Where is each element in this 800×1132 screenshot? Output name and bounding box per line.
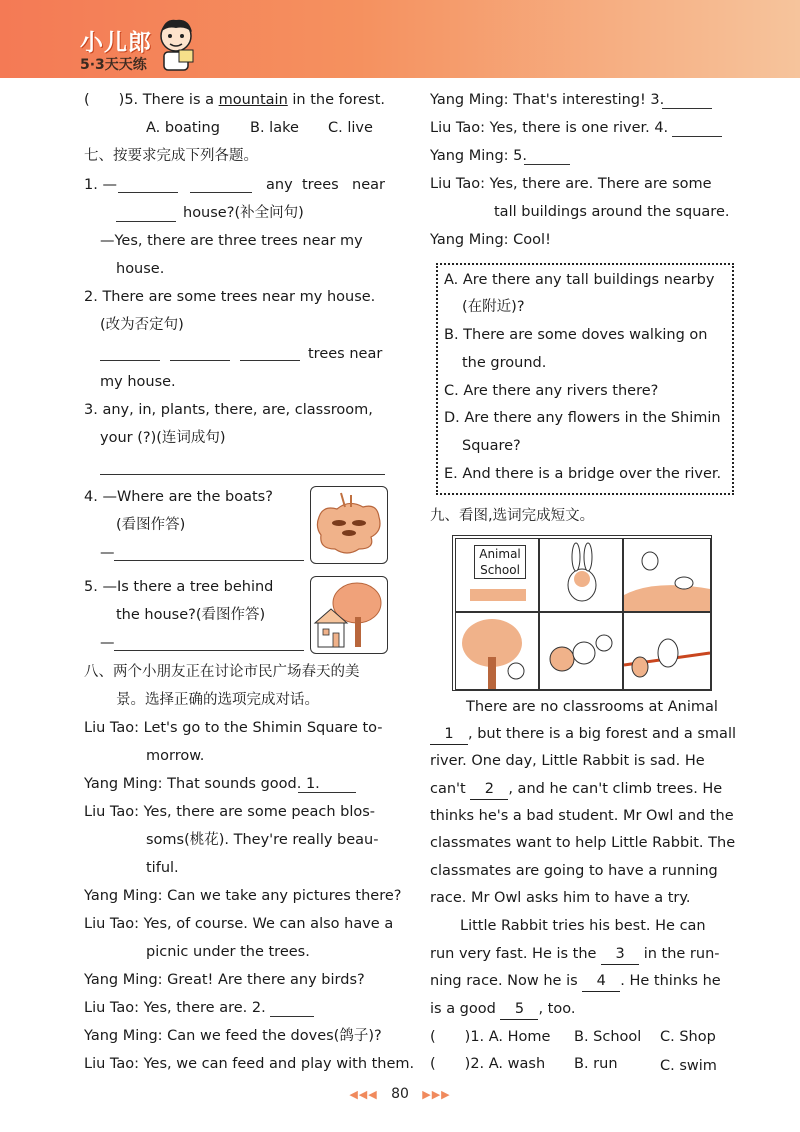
s7q1-answer-1: —Yes, there are three trees near my: [100, 233, 363, 249]
choice-2-c: C. swim: [660, 1058, 717, 1074]
dialog-10: Yang Ming: That's interesting! 3.: [430, 92, 665, 108]
dialog-11: Liu Tao: Yes, there is one river. 4.: [430, 120, 669, 136]
option-a-line2: (在附近)?: [462, 299, 525, 315]
dialog-2: Yang Ming: That sounds good. 1.: [84, 776, 320, 792]
passage-line-4-start: can't: [430, 781, 466, 797]
s7q5-answer-line[interactable]: [114, 650, 304, 651]
passage-line-10-start: run very fast. He is the: [430, 946, 597, 962]
s7q1-hint: (补全问句): [234, 205, 304, 221]
right-arrows-icon: ▶▶▶: [422, 1088, 451, 1101]
s7q1-word-near: near: [352, 177, 385, 193]
q5-underlined-word: mountain: [218, 92, 288, 108]
s7q1-line2: [183, 203, 304, 223]
comic-panel-2: [539, 538, 623, 612]
passage-blank-4[interactable]: 4: [582, 971, 620, 992]
passage-line-2-text: , but there is a big forest and a small: [468, 726, 737, 742]
s7q1-word-house: house?: [183, 205, 235, 221]
s7q2-line1: 2. There are some trees near my house.: [84, 289, 376, 305]
s7q1-blank-3[interactable]: [116, 221, 176, 222]
option-c: C. Are there any rivers there?: [444, 383, 659, 399]
passage-line-2: [430, 724, 736, 745]
choice-1-b: B. School: [574, 1029, 642, 1045]
dialog-blank-5[interactable]: [524, 164, 570, 165]
option-b-line1: B. There are some doves walking on: [444, 327, 708, 343]
s7q5-line1: 5. —Is there a tree behind: [84, 579, 274, 595]
passage-line-12-start: is a good: [430, 1001, 496, 1017]
dialog-1a: Liu Tao: Let's go to the Shimin Square to-: [84, 720, 383, 736]
boats-picture: [310, 486, 388, 564]
section-8-title-1: 八、两个小朋友正在讨论市民广场春天的美: [84, 664, 360, 680]
dialog-13b: tall buildings around the square.: [494, 204, 730, 220]
dialog-9: Liu Tao: Yes, we can feed and play with them.: [84, 1056, 415, 1072]
comic-panel-6: [623, 612, 711, 690]
s7q3-answer-line[interactable]: [100, 474, 385, 475]
dialog-8: Yang Ming: Can we feed the doves(鸽子)?: [84, 1028, 382, 1044]
passage-line-11: [430, 971, 721, 992]
s7q5-line2: the house?(看图作答): [116, 607, 266, 623]
mascot-icon: [155, 16, 197, 72]
passage-blank-3[interactable]: 3: [601, 944, 639, 965]
answer-paren[interactable]: ( ): [84, 92, 125, 108]
passage-line-5: thinks he's a bad student. Mr Owl and the: [430, 808, 734, 824]
passage-blank-5[interactable]: 5: [500, 999, 538, 1020]
s7q3-line2: your (?)(连词成句): [100, 430, 226, 446]
choice-1-paren[interactable]: ( ): [430, 1029, 471, 1045]
s7q1-word-trees: trees: [302, 177, 339, 193]
page-header: [0, 0, 800, 78]
passage-line-11-start: ning race. Now he is: [430, 973, 578, 989]
passage-line-6: classmates want to help Little Rabbit. The: [430, 835, 736, 851]
dialog-14: Yang Ming: Cool!: [430, 232, 551, 248]
passage-blank-2[interactable]: 2: [470, 779, 508, 800]
s7q2-blank-2[interactable]: [170, 360, 230, 361]
passage-line-1: There are no classrooms at Animal: [466, 699, 718, 715]
passage-line-3: river. One day, Little Rabbit is sad. He: [430, 753, 705, 769]
option-a-line1: A. Are there any tall buildings nearby: [444, 272, 715, 288]
s7q2-hint: (改为否定句): [100, 317, 184, 333]
passage-blank-1[interactable]: 1: [430, 724, 468, 745]
page-footer: [0, 1086, 800, 1102]
option-e: E. And there is a bridge over the river.: [444, 466, 722, 482]
dialog-13a: Liu Tao: Yes, there are. There are some: [430, 176, 712, 192]
s7q3-line1: 3. any, in, plants, there, are, classroom,: [84, 402, 373, 418]
brand-logo: 小儿郎: [80, 30, 152, 56]
choice-1-c: C. Shop: [660, 1029, 716, 1045]
q5-text-before: 5. There is a: [124, 92, 219, 108]
passage-line-7: classmates are going to have a running: [430, 863, 718, 879]
s7q1-num: 1. —: [84, 177, 117, 193]
house-tree-picture: [310, 576, 388, 654]
s7q4-line1: 4. —Where are the boats?: [84, 489, 273, 505]
choice-2-a: 2. A. wash: [470, 1056, 546, 1072]
passage-line-4: [430, 779, 722, 800]
passage-line-12: [430, 999, 575, 1020]
q5-option-a: A. boating: [146, 120, 220, 136]
option-d-line2: Square?: [462, 438, 521, 454]
passage-line-11-end: . He thinks he: [620, 973, 721, 989]
s7q2-line4: my house.: [100, 374, 176, 390]
q5-option-c: C. live: [328, 120, 373, 136]
choice-2-line: [430, 1054, 545, 1074]
dialog-12: Yang Ming: 5.: [430, 148, 528, 164]
choice-2-paren[interactable]: ( ): [430, 1056, 471, 1072]
section-9-title: 九、看图,选词完成短文。: [430, 508, 595, 524]
section-8-title-2: 景。选择正确的选项完成对话。: [116, 692, 319, 708]
dialog-5a: Liu Tao: Yes, of course. We can also have a: [84, 916, 394, 932]
s7q1-answer-2: house.: [116, 261, 165, 277]
page-number: 80: [391, 1086, 409, 1102]
dialog-3a: Liu Tao: Yes, there are some peach blos-: [84, 804, 376, 820]
passage-line-8: race. Mr Owl asks him to have a try.: [430, 890, 691, 906]
comic-panel-4: [455, 612, 539, 690]
q5-option-b: B. lake: [250, 120, 299, 136]
dialog-1b: morrow.: [146, 748, 205, 764]
s7q2-tail: trees near: [308, 346, 383, 362]
s7q4-answer-line[interactable]: [114, 560, 304, 561]
section-7-title: 七、按要求完成下列各题。: [84, 148, 258, 164]
q5-line: [84, 90, 385, 110]
dialog-6: Yang Ming: Great! Are there any birds?: [84, 972, 365, 988]
comic-panel-1: [455, 538, 539, 612]
s7q1-blank-1[interactable]: [118, 192, 178, 193]
s7q4-dash: —: [100, 545, 115, 561]
option-b-line2: the ground.: [462, 355, 547, 371]
dialog-5b: picnic under the trees.: [146, 944, 310, 960]
series-label: 5·3天天练: [80, 57, 147, 73]
dialog-blank-4[interactable]: [672, 136, 722, 137]
s7q1-blank-2[interactable]: [190, 192, 252, 193]
passage-line-4-end: , and he can't climb trees. He: [508, 781, 723, 797]
left-arrows-icon: ◀◀◀: [349, 1088, 378, 1101]
dialog-blank-1[interactable]: [298, 792, 356, 793]
passage-line-10-end: in the run-: [643, 946, 720, 962]
dialog-7: Liu Tao: Yes, there are. 2.: [84, 1000, 266, 1016]
passage-line-10: [430, 944, 720, 965]
comic-sign-line2: School: [480, 563, 520, 577]
s7q2-blank-3[interactable]: [240, 360, 300, 361]
dialog-blank-2[interactable]: [270, 1016, 314, 1017]
dialog-3b: soms(桃花). They're really beau-: [146, 832, 379, 848]
comic-sign-line1: Animal: [479, 547, 521, 561]
s7q1-word-any: any: [266, 177, 293, 193]
s7q4-hint: (看图作答): [116, 517, 186, 533]
comic-strip: [452, 535, 712, 691]
dialog-3c: tiful.: [146, 860, 179, 876]
passage-line-12-end: , too.: [538, 1001, 576, 1017]
option-d-line1: D. Are there any flowers in the Shimin: [444, 410, 721, 426]
dialog-blank-3[interactable]: [662, 108, 712, 109]
choice-2-b: B. run: [574, 1056, 618, 1072]
choice-1-a: 1. A. Home: [470, 1029, 551, 1045]
q5-text-after: in the forest.: [287, 92, 386, 108]
s7q2-blank-1[interactable]: [100, 360, 160, 361]
passage-line-9: Little Rabbit tries his best. He can: [460, 918, 706, 934]
dialog-4: Yang Ming: Can we take any pictures there?: [84, 888, 402, 904]
comic-panel-3: [623, 538, 711, 612]
comic-panel-5: [539, 612, 623, 690]
choice-1-line: [430, 1027, 550, 1047]
s7q5-dash: —: [100, 635, 115, 651]
